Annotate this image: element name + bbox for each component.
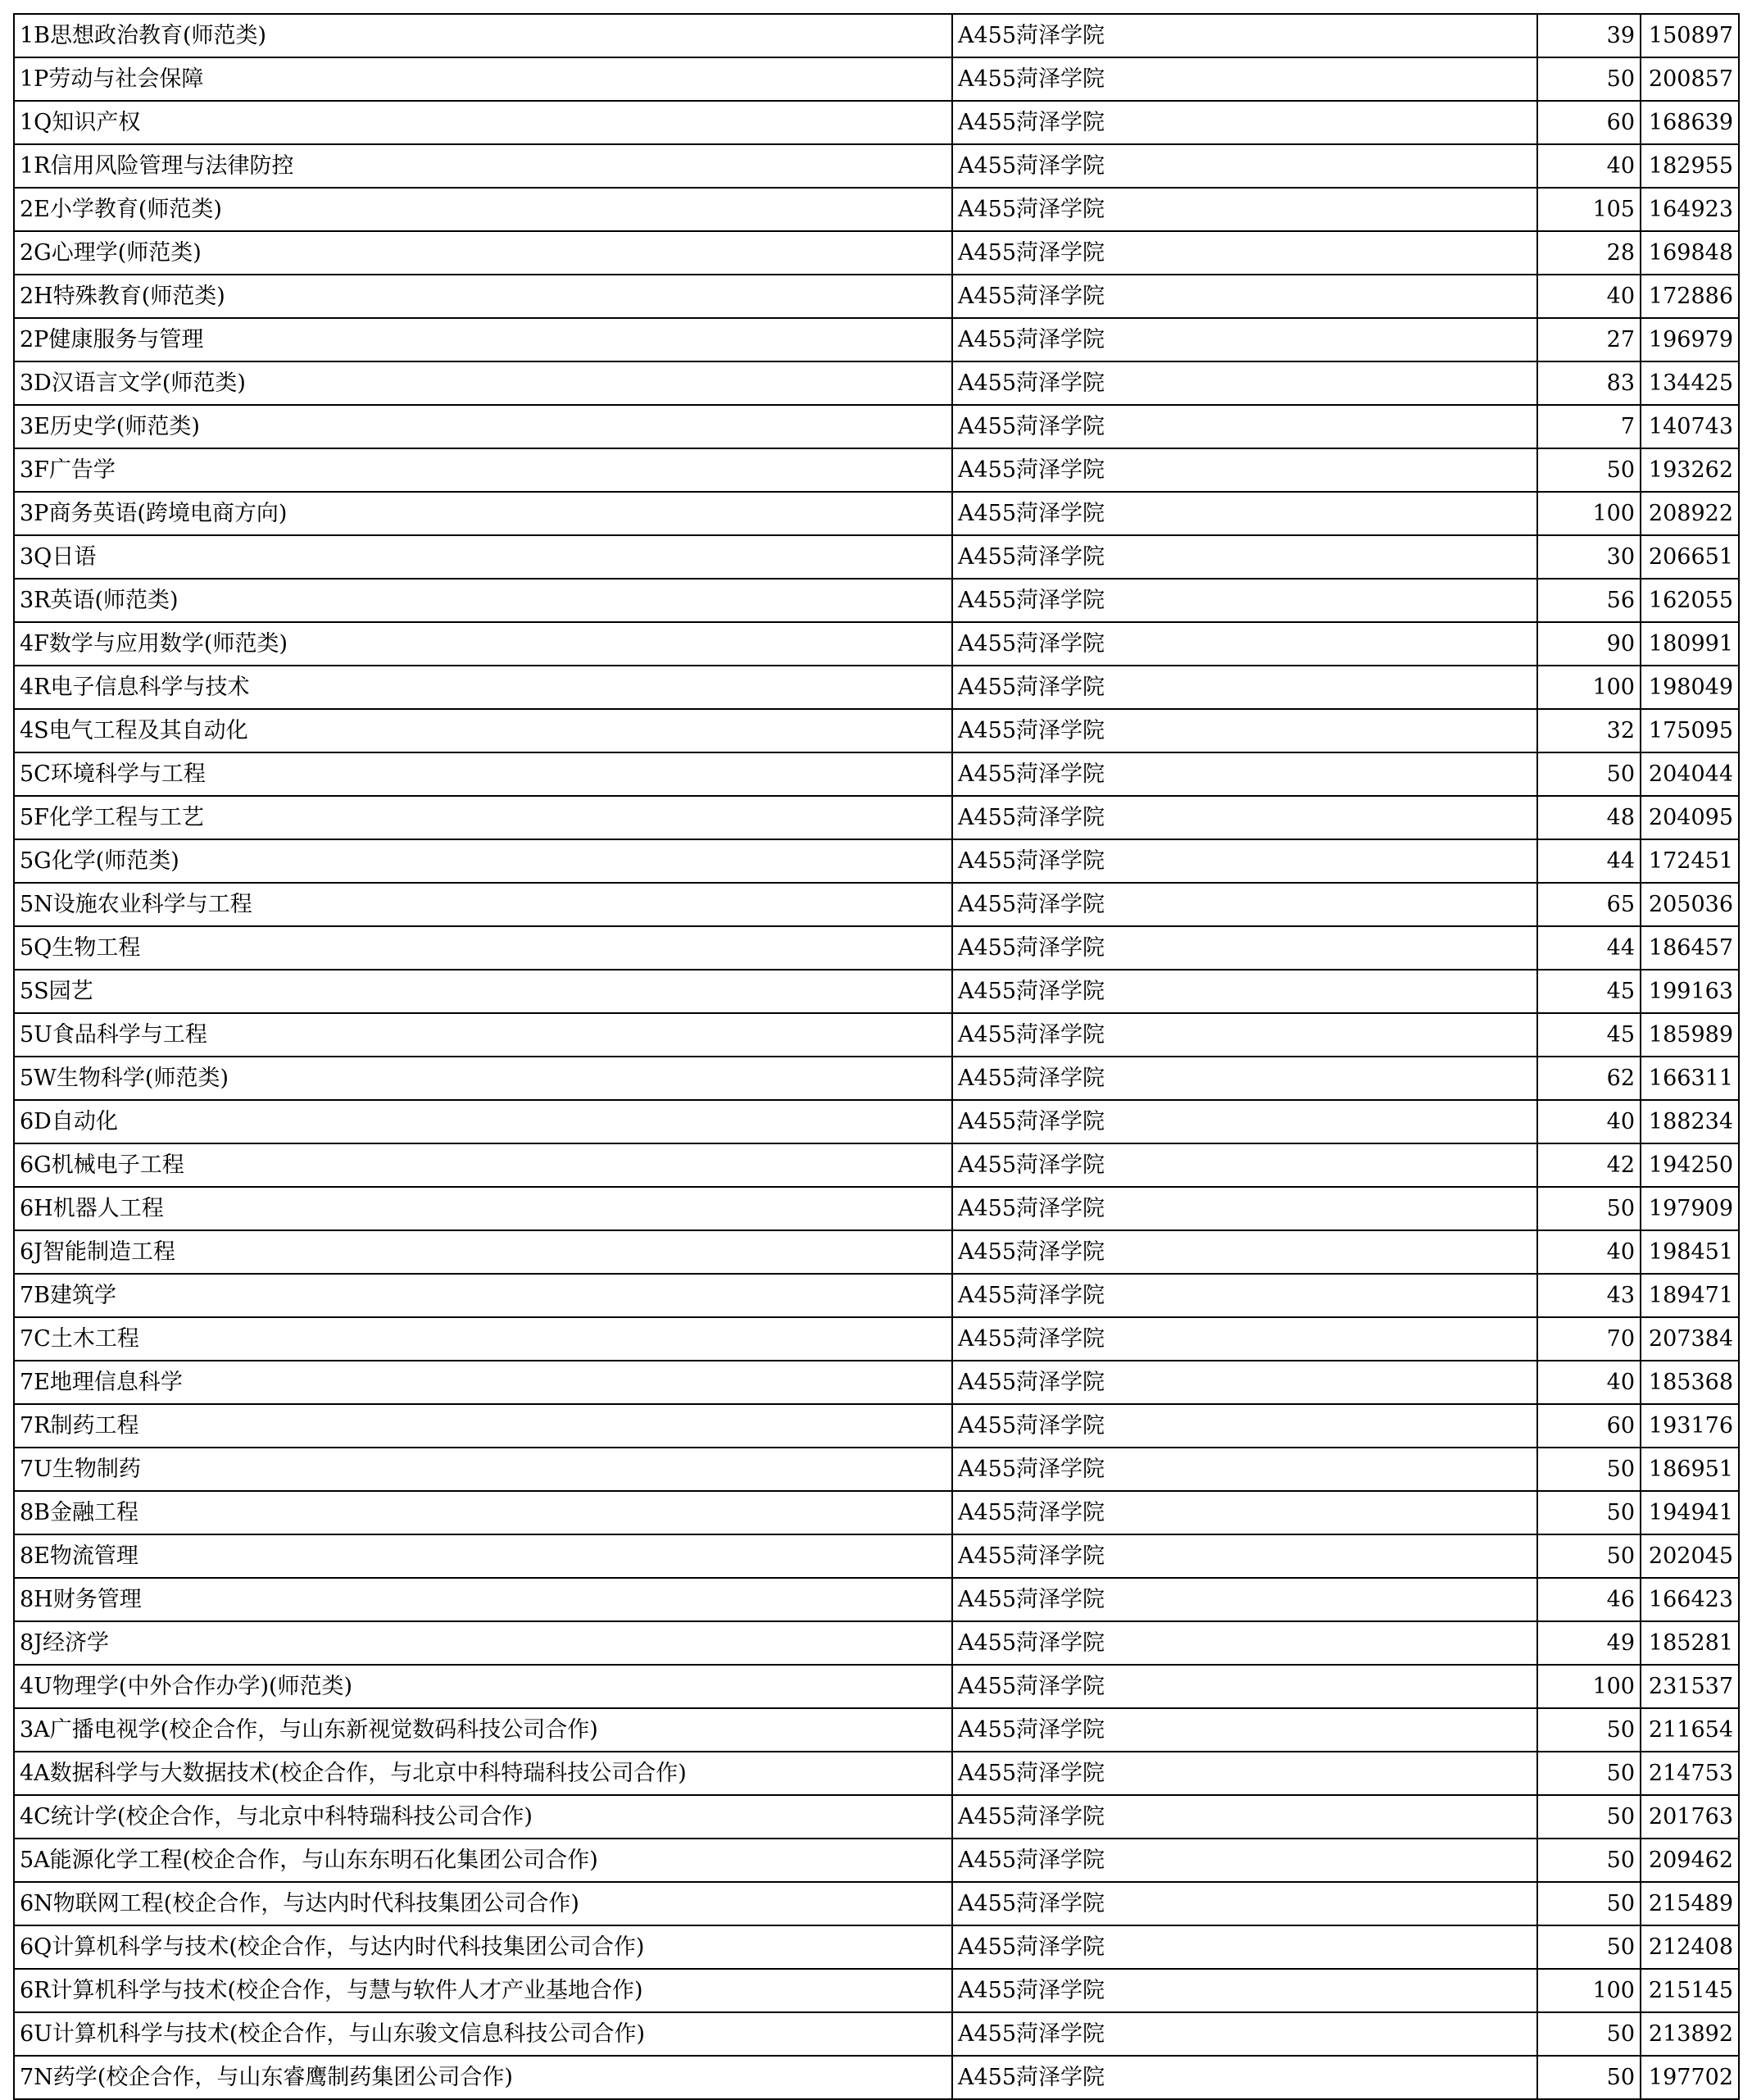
quota-cell: 50 (1537, 1708, 1641, 1752)
rank-cell: 185281 (1641, 1621, 1739, 1665)
major-cell: 2E小学教育(师范类) (14, 188, 952, 231)
quota-cell: 50 (1537, 448, 1641, 492)
quota-cell: 40 (1537, 144, 1641, 188)
school-cell: A455菏泽学院 (952, 1448, 1537, 1491)
major-cell: 7U生物制药 (14, 1448, 952, 1491)
admission-table-container (13, 13, 1740, 2100)
table-row (14, 839, 1739, 883)
major-cell: 6D自动化 (14, 1100, 952, 1143)
major-cell: 3R英语(师范类) (14, 579, 952, 622)
school-cell: A455菏泽学院 (952, 1274, 1537, 1317)
rank-cell: 205036 (1641, 883, 1739, 926)
school-cell: A455菏泽学院 (952, 926, 1537, 970)
school-cell: A455菏泽学院 (952, 2056, 1537, 2099)
major-cell: 5F化学工程与工艺 (14, 796, 952, 839)
rank-cell: 204044 (1641, 752, 1739, 796)
table-row (14, 579, 1739, 622)
quota-cell: 40 (1537, 1100, 1641, 1143)
major-cell: 5S园艺 (14, 970, 952, 1013)
rank-cell: 204095 (1641, 796, 1739, 839)
table-row (14, 1013, 1739, 1057)
rank-cell: 172451 (1641, 839, 1739, 883)
quota-cell: 46 (1537, 1578, 1641, 1621)
school-cell: A455菏泽学院 (952, 1839, 1537, 1882)
major-cell: 3A广播电视学(校企合作，与山东新视觉数码科技公司合作) (14, 1708, 952, 1752)
quota-cell: 70 (1537, 1317, 1641, 1361)
rank-cell: 202045 (1641, 1534, 1739, 1578)
school-cell: A455菏泽学院 (952, 1882, 1537, 1925)
table-row (14, 188, 1739, 231)
table-row (14, 1100, 1739, 1143)
quota-cell: 50 (1537, 1925, 1641, 1969)
school-cell: A455菏泽学院 (952, 318, 1537, 361)
rank-cell: 213892 (1641, 2012, 1739, 2056)
quota-cell: 32 (1537, 709, 1641, 752)
table-row (14, 101, 1739, 144)
table-row (14, 231, 1739, 275)
rank-cell: 198049 (1641, 666, 1739, 709)
major-cell: 6R计算机科学与技术(校企合作，与慧与软件人才产业基地合作) (14, 1969, 952, 2012)
major-cell: 6Q计算机科学与技术(校企合作，与达内时代科技集团公司合作) (14, 1925, 952, 1969)
rank-cell: 193262 (1641, 448, 1739, 492)
major-cell: 6U计算机科学与技术(校企合作，与山东骏文信息科技公司合作) (14, 2012, 952, 2056)
school-cell: A455菏泽学院 (952, 1752, 1537, 1795)
school-cell: A455菏泽学院 (952, 275, 1537, 318)
quota-cell: 50 (1537, 1534, 1641, 1578)
school-cell: A455菏泽学院 (952, 1925, 1537, 1969)
quota-cell: 56 (1537, 579, 1641, 622)
table-row (14, 1795, 1739, 1839)
table-row (14, 535, 1739, 579)
school-cell: A455菏泽学院 (952, 14, 1537, 57)
quota-cell: 28 (1537, 231, 1641, 275)
table-body (14, 14, 1739, 2099)
table-row (14, 14, 1739, 57)
school-cell: A455菏泽学院 (952, 1404, 1537, 1448)
table-row (14, 1448, 1739, 1491)
rank-cell: 209462 (1641, 1839, 1739, 1882)
rank-cell: 231537 (1641, 1665, 1739, 1708)
major-cell: 5U食品科学与工程 (14, 1013, 952, 1057)
rank-cell: 199163 (1641, 970, 1739, 1013)
major-cell: 7N药学(校企合作，与山东睿鹰制药集团公司合作) (14, 2056, 952, 2099)
school-cell: A455菏泽学院 (952, 101, 1537, 144)
school-cell: A455菏泽学院 (952, 883, 1537, 926)
table-row (14, 1317, 1739, 1361)
school-cell: A455菏泽学院 (952, 579, 1537, 622)
table-row (14, 1361, 1739, 1404)
table-row (14, 2056, 1739, 2099)
rank-cell: 186457 (1641, 926, 1739, 970)
table-row (14, 970, 1739, 1013)
quota-cell: 7 (1537, 405, 1641, 448)
table-row (14, 752, 1739, 796)
rank-cell: 168639 (1641, 101, 1739, 144)
major-cell: 3P商务英语(跨境电商方向) (14, 492, 952, 535)
school-cell: A455菏泽学院 (952, 448, 1537, 492)
major-cell: 3F广告学 (14, 448, 952, 492)
school-cell: A455菏泽学院 (952, 666, 1537, 709)
major-cell: 1R信用风险管理与法律防控 (14, 144, 952, 188)
table-row (14, 622, 1739, 666)
rank-cell: 166423 (1641, 1578, 1739, 1621)
school-cell: A455菏泽学院 (952, 1100, 1537, 1143)
quota-cell: 40 (1537, 1361, 1641, 1404)
school-cell: A455菏泽学院 (952, 361, 1537, 405)
table-row (14, 1057, 1739, 1100)
major-cell: 2P健康服务与管理 (14, 318, 952, 361)
table-row (14, 1839, 1739, 1882)
major-cell: 7R制药工程 (14, 1404, 952, 1448)
rank-cell: 193176 (1641, 1404, 1739, 1448)
rank-cell: 164923 (1641, 188, 1739, 231)
quota-cell: 50 (1537, 1795, 1641, 1839)
school-cell: A455菏泽学院 (952, 1534, 1537, 1578)
rank-cell: 194250 (1641, 1143, 1739, 1187)
school-cell: A455菏泽学院 (952, 188, 1537, 231)
rank-cell: 182955 (1641, 144, 1739, 188)
table-row (14, 1534, 1739, 1578)
school-cell: A455菏泽学院 (952, 2012, 1537, 2056)
quota-cell: 62 (1537, 1057, 1641, 1100)
quota-cell: 27 (1537, 318, 1641, 361)
table-row (14, 1404, 1739, 1448)
quota-cell: 100 (1537, 1969, 1641, 2012)
school-cell: A455菏泽学院 (952, 1361, 1537, 1404)
school-cell: A455菏泽学院 (952, 1578, 1537, 1621)
quota-cell: 50 (1537, 1839, 1641, 1882)
rank-cell: 175095 (1641, 709, 1739, 752)
major-cell: 7B建筑学 (14, 1274, 952, 1317)
rank-cell: 208922 (1641, 492, 1739, 535)
school-cell: A455菏泽学院 (952, 839, 1537, 883)
rank-cell: 186951 (1641, 1448, 1739, 1491)
table-row (14, 1665, 1739, 1708)
rank-cell: 185368 (1641, 1361, 1739, 1404)
major-cell: 8J经济学 (14, 1621, 952, 1665)
table-row (14, 883, 1739, 926)
table-row (14, 1621, 1739, 1665)
quota-cell: 44 (1537, 926, 1641, 970)
major-cell: 3E历史学(师范类) (14, 405, 952, 448)
major-cell: 7C土木工程 (14, 1317, 952, 1361)
rank-cell: 200857 (1641, 57, 1739, 101)
major-cell: 5N设施农业科学与工程 (14, 883, 952, 926)
table-row (14, 1752, 1739, 1795)
school-cell: A455菏泽学院 (952, 57, 1537, 101)
quota-cell: 50 (1537, 1752, 1641, 1795)
school-cell: A455菏泽学院 (952, 231, 1537, 275)
major-cell: 4U物理学(中外合作办学)(师范类) (14, 1665, 952, 1708)
table-row (14, 1969, 1739, 2012)
major-cell: 5W生物科学(师范类) (14, 1057, 952, 1100)
school-cell: A455菏泽学院 (952, 1665, 1537, 1708)
major-cell: 1P劳动与社会保障 (14, 57, 952, 101)
school-cell: A455菏泽学院 (952, 1317, 1537, 1361)
quota-cell: 40 (1537, 1230, 1641, 1274)
rank-cell: 134425 (1641, 361, 1739, 405)
major-cell: 4F数学与应用数学(师范类) (14, 622, 952, 666)
quota-cell: 39 (1537, 14, 1641, 57)
major-cell: 5Q生物工程 (14, 926, 952, 970)
rank-cell: 214753 (1641, 1752, 1739, 1795)
quota-cell: 45 (1537, 970, 1641, 1013)
quota-cell: 105 (1537, 188, 1641, 231)
quota-cell: 30 (1537, 535, 1641, 579)
quota-cell: 50 (1537, 57, 1641, 101)
major-cell: 5G化学(师范类) (14, 839, 952, 883)
school-cell: A455菏泽学院 (952, 1969, 1537, 2012)
table-row (14, 926, 1739, 970)
major-cell: 3D汉语言文学(师范类) (14, 361, 952, 405)
rank-cell: 169848 (1641, 231, 1739, 275)
major-cell: 4C统计学(校企合作，与北京中科特瑞科技公司合作) (14, 1795, 952, 1839)
major-cell: 4A数据科学与大数据技术(校企合作，与北京中科特瑞科技公司合作) (14, 1752, 952, 1795)
school-cell: A455菏泽学院 (952, 1795, 1537, 1839)
rank-cell: 207384 (1641, 1317, 1739, 1361)
table-row (14, 1708, 1739, 1752)
rank-cell: 197702 (1641, 2056, 1739, 2099)
table-row (14, 361, 1739, 405)
table-row (14, 796, 1739, 839)
quota-cell: 48 (1537, 796, 1641, 839)
major-cell: 5A能源化学工程(校企合作，与山东东明石化集团公司合作) (14, 1839, 952, 1882)
school-cell: A455菏泽学院 (952, 535, 1537, 579)
school-cell: A455菏泽学院 (952, 970, 1537, 1013)
rank-cell: 197909 (1641, 1187, 1739, 1230)
major-cell: 4S电气工程及其自动化 (14, 709, 952, 752)
table-row (14, 318, 1739, 361)
table-row (14, 1230, 1739, 1274)
quota-cell: 50 (1537, 2056, 1641, 2099)
major-cell: 6N物联网工程(校企合作，与达内时代科技集团公司合作) (14, 1882, 952, 1925)
quota-cell: 50 (1537, 2012, 1641, 2056)
rank-cell: 185989 (1641, 1013, 1739, 1057)
major-cell: 8E物流管理 (14, 1534, 952, 1578)
table-row (14, 275, 1739, 318)
major-cell: 8B金融工程 (14, 1491, 952, 1534)
rank-cell: 150897 (1641, 14, 1739, 57)
table-row (14, 1882, 1739, 1925)
table-row (14, 666, 1739, 709)
table-row (14, 2012, 1739, 2056)
quota-cell: 50 (1537, 1448, 1641, 1491)
quota-cell: 50 (1537, 1882, 1641, 1925)
major-cell: 1B思想政治教育(师范类) (14, 14, 952, 57)
school-cell: A455菏泽学院 (952, 1013, 1537, 1057)
rank-cell: 140743 (1641, 405, 1739, 448)
major-cell: 8H财务管理 (14, 1578, 952, 1621)
rank-cell: 201763 (1641, 1795, 1739, 1839)
table-row (14, 57, 1739, 101)
table-row (14, 1187, 1739, 1230)
school-cell: A455菏泽学院 (952, 144, 1537, 188)
school-cell: A455菏泽学院 (952, 1143, 1537, 1187)
rank-cell: 188234 (1641, 1100, 1739, 1143)
rank-cell: 215145 (1641, 1969, 1739, 2012)
rank-cell: 211654 (1641, 1708, 1739, 1752)
rank-cell: 212408 (1641, 1925, 1739, 1969)
major-cell: 4R电子信息科学与技术 (14, 666, 952, 709)
school-cell: A455菏泽学院 (952, 1230, 1537, 1274)
quota-cell: 50 (1537, 752, 1641, 796)
major-cell: 1Q知识产权 (14, 101, 952, 144)
quota-cell: 60 (1537, 101, 1641, 144)
table-row (14, 1274, 1739, 1317)
table-row (14, 1578, 1739, 1621)
major-cell: 5C环境科学与工程 (14, 752, 952, 796)
quota-cell: 43 (1537, 1274, 1641, 1317)
quota-cell: 45 (1537, 1013, 1641, 1057)
quota-cell: 42 (1537, 1143, 1641, 1187)
quota-cell: 83 (1537, 361, 1641, 405)
table-row (14, 405, 1739, 448)
school-cell: A455菏泽学院 (952, 492, 1537, 535)
quota-cell: 100 (1537, 492, 1641, 535)
major-cell: 2G心理学(师范类) (14, 231, 952, 275)
school-cell: A455菏泽学院 (952, 405, 1537, 448)
quota-cell: 100 (1537, 1665, 1641, 1708)
table-row (14, 709, 1739, 752)
table-row (14, 1491, 1739, 1534)
rank-cell: 198451 (1641, 1230, 1739, 1274)
rank-cell: 166311 (1641, 1057, 1739, 1100)
table-row (14, 1925, 1739, 1969)
major-cell: 7E地理信息科学 (14, 1361, 952, 1404)
school-cell: A455菏泽学院 (952, 622, 1537, 666)
school-cell: A455菏泽学院 (952, 796, 1537, 839)
school-cell: A455菏泽学院 (952, 1708, 1537, 1752)
major-cell: 6G机械电子工程 (14, 1143, 952, 1187)
school-cell: A455菏泽学院 (952, 1187, 1537, 1230)
school-cell: A455菏泽学院 (952, 709, 1537, 752)
rank-cell: 189471 (1641, 1274, 1739, 1317)
quota-cell: 44 (1537, 839, 1641, 883)
rank-cell: 162055 (1641, 579, 1739, 622)
rank-cell: 215489 (1641, 1882, 1739, 1925)
quota-cell: 100 (1537, 666, 1641, 709)
quota-cell: 40 (1537, 275, 1641, 318)
table-row (14, 492, 1739, 535)
quota-cell: 50 (1537, 1491, 1641, 1534)
quota-cell: 60 (1537, 1404, 1641, 1448)
rank-cell: 172886 (1641, 275, 1739, 318)
table-row (14, 144, 1739, 188)
school-cell: A455菏泽学院 (952, 1491, 1537, 1534)
major-cell: 2H特殊教育(师范类) (14, 275, 952, 318)
admission-table (13, 13, 1740, 2100)
quota-cell: 65 (1537, 883, 1641, 926)
table-row (14, 1143, 1739, 1187)
rank-cell: 206651 (1641, 535, 1739, 579)
table-row (14, 448, 1739, 492)
school-cell: A455菏泽学院 (952, 752, 1537, 796)
major-cell: 3Q日语 (14, 535, 952, 579)
quota-cell: 50 (1537, 1187, 1641, 1230)
major-cell: 6J智能制造工程 (14, 1230, 952, 1274)
rank-cell: 196979 (1641, 318, 1739, 361)
school-cell: A455菏泽学院 (952, 1621, 1537, 1665)
rank-cell: 180991 (1641, 622, 1739, 666)
rank-cell: 194941 (1641, 1491, 1739, 1534)
school-cell: A455菏泽学院 (952, 1057, 1537, 1100)
major-cell: 6H机器人工程 (14, 1187, 952, 1230)
quota-cell: 90 (1537, 622, 1641, 666)
quota-cell: 49 (1537, 1621, 1641, 1665)
